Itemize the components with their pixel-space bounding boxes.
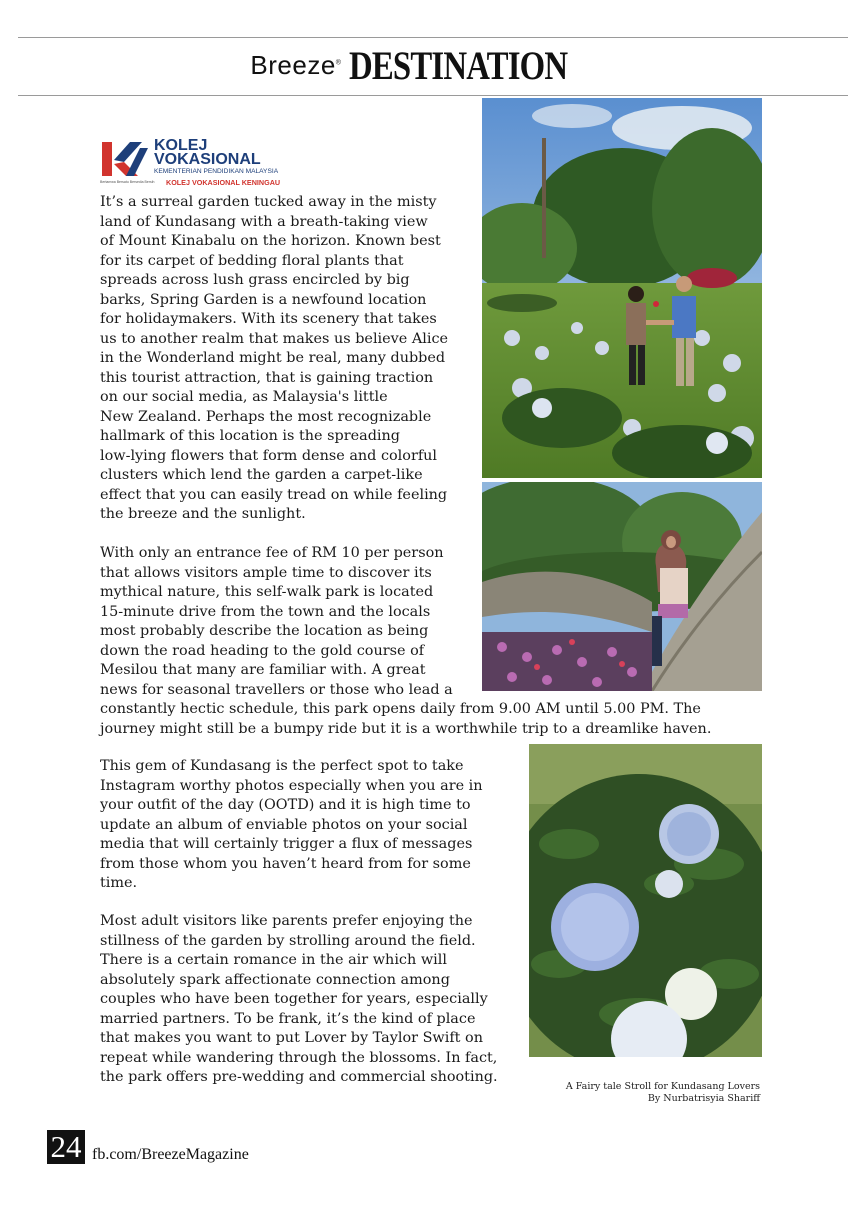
text-line: couples who have been together for years, especially: [100, 991, 488, 1007]
page-number: 24: [47, 1130, 85, 1164]
college-logo: [100, 138, 290, 188]
text-line: news for seasonal travellers or those who lead a: [100, 681, 453, 698]
text-line: Most adult visitors like parents prefer enjoying the: [100, 913, 473, 929]
article-paragraph-4: [100, 912, 498, 1088]
text-line: stillness of the garden by strolling around the field.: [100, 932, 476, 949]
text-line: media that will certainly trigger a flux of messages: [100, 836, 473, 852]
photo-woman-tree: [482, 482, 762, 691]
college-logo-icon: [100, 140, 150, 178]
text-line: the breeze and the sunlight.: [100, 506, 306, 522]
text-line: time.: [100, 875, 138, 891]
text-line: that allows visitors ample time to discover its: [100, 564, 432, 581]
text-line: low-lying flowers that form dense and colorful: [100, 447, 438, 464]
logo-college: KOLEJ VOKASIONAL KENINGAU: [166, 178, 281, 187]
article-paragraph-1: [100, 193, 448, 525]
text-line: constantly hectic schedule, this park opens daily from 9.00 AM until 5.00 PM. The: [100, 701, 701, 717]
text-line: There is a certain romance in the air which will: [100, 952, 447, 968]
logo-ministry: KEMENTERIAN PENDIDIKAN MALAYSIA: [154, 168, 279, 175]
brand-logo[interactable]: Breeze®: [250, 50, 342, 80]
text-line: of Mount Kinabalu on the horizon. Known best: [100, 233, 441, 249]
text-line: This gem of Kundasang is the perfect spot to take: [100, 758, 464, 774]
text-line: from those whom you haven’t heard from for some: [100, 855, 471, 872]
text-line: most probably describe the location as being: [100, 623, 429, 639]
text-line: update an album of enviable photos on your social: [100, 816, 468, 833]
text-line: barks, Spring Garden is a newfound location: [100, 291, 427, 308]
text-line: in the Wonderland might be real, many dubbed: [100, 350, 446, 366]
article-paragraph-3: [100, 757, 483, 894]
masthead: [0, 42, 866, 90]
photo-hydrangeas: [529, 744, 762, 1057]
text-line: clusters which lend the garden a carpet-like: [100, 467, 423, 483]
text-line: on our social media, as Malaysia's little: [100, 389, 388, 405]
text-line: mythical nature, this self-walk park is located: [100, 584, 434, 600]
text-line: the park offers pre-wedding and commercial shooting.: [100, 1069, 498, 1085]
header-rule: [18, 95, 848, 96]
facebook-link[interactable]: fb.com/BreezeMagazine: [92, 1146, 249, 1163]
text-line: absolutely spark affectionate connection among: [100, 971, 450, 988]
text-line: spreads across lush grass encircled by big: [100, 272, 410, 288]
text-line: It’s a surreal garden tucked away in the misty: [100, 194, 437, 210]
text-line: hallmark of this location is the spreading: [100, 428, 400, 444]
logo-name-line1: KOLEJ: [154, 137, 208, 154]
text-line: this tourist attraction, that is gaining traction: [100, 369, 434, 386]
text-line: us to another realm that makes us believe Alice: [100, 330, 449, 347]
text-line: for holidaymakers. With its scenery that takes: [100, 311, 437, 327]
logo-tagline: Bertamwa Bersatu Bersedia Bersih: [100, 180, 155, 184]
text-line: repeat while wandering through the blossoms. In fact,: [100, 1049, 498, 1066]
text-line: With only an entrance fee of RM 10 per person: [100, 545, 444, 561]
photo-couple-garden: [482, 98, 762, 478]
text-line: down the road heading to the gold course of: [100, 642, 425, 659]
photo-caption: [566, 1081, 760, 1105]
text-line: for its carpet of bedding floral plants that: [100, 252, 404, 269]
section-title: DESTINATION: [349, 43, 568, 88]
text-line: married partners. To be frank, it’s the kind of place: [100, 1010, 476, 1027]
logo-name-line2: VOKASIONAL: [154, 151, 261, 168]
text-line: Instagram worthy photos especially when you are in: [100, 777, 483, 794]
text-line: land of Kundasang with a breath-taking view: [100, 213, 428, 230]
text-line: your outfit of the day (OOTD) and it is high time to: [100, 797, 471, 813]
caption-byline: By Nurbatrisyia Shariff: [647, 1093, 760, 1104]
text-line: journey might still be a bumpy ride but it is a worthwhile trip to a dreamlike haven.: [100, 720, 712, 737]
text-line: effect that you can easily tread on while feeling: [100, 486, 448, 503]
text-line: New Zealand. Perhaps the most recognizable: [100, 408, 432, 425]
text-line: that makes you want to put Lover by Taylor Swift on: [100, 1030, 483, 1046]
text-line: 15-minute drive from the town and the locals: [100, 603, 431, 620]
top-rule: [18, 37, 848, 38]
caption-title: A Fairy tale Stroll for Kundasang Lovers: [565, 1081, 760, 1092]
text-line: Mesilou that many are familiar with. A great: [100, 662, 426, 678]
